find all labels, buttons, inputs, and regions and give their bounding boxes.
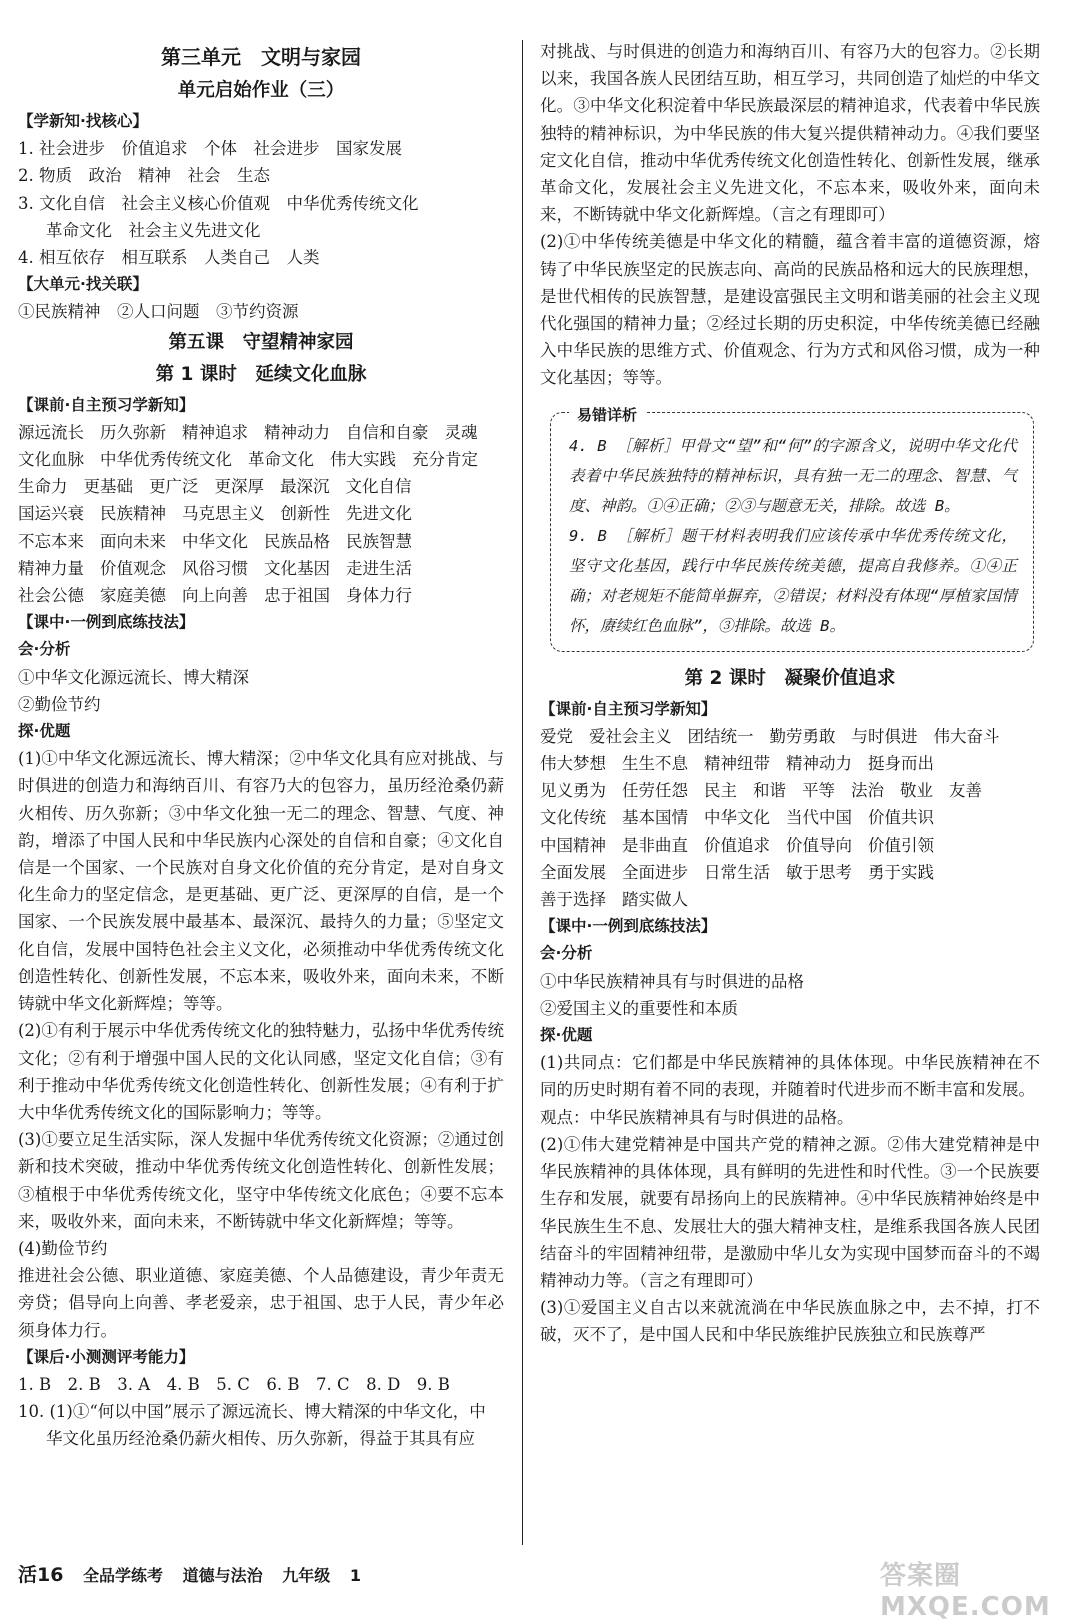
keyword-row (540, 777, 1040, 804)
keyword-item: 家庭美德 (100, 586, 166, 606)
keyword-item: 友善 (949, 781, 982, 801)
answer-paragraph: 推进社会公德、职业道德、家庭美德、个人品德建设，青少年责无旁贷；倡导向上向善、孝老爱亲，忠于祖国、忠于人民，青少年必须身体力行。 (18, 1266, 504, 1340)
keyword-row (540, 750, 1040, 777)
tan-label: 探·优题 (540, 1026, 593, 1045)
keyword-item: 忠于祖国 (264, 586, 330, 606)
keyword-item: 当代中国 (786, 808, 852, 828)
keyword-item: 灵魂 (444, 422, 478, 442)
error-analysis-box (550, 405, 1034, 652)
keyword-item: 中华文化 (704, 808, 770, 828)
keyword-item: 更基础 (83, 477, 133, 497)
keyword-item: 中华优秀传统文化 (100, 450, 232, 470)
keyword-item: 中华文化 (182, 531, 248, 551)
keyword-item: 中国精神 (540, 835, 606, 855)
hui-label: 会·分析 (540, 944, 593, 963)
keyword-item: 文化自信 (345, 477, 412, 497)
keyword-item: 创新性 (280, 504, 330, 524)
keyword-item: 精神动力 (264, 422, 330, 442)
q10-line: 10. (1)①“何以中国”展示了源远流长、博大精深的中华文化，中 (18, 1402, 486, 1422)
keyword-item: 任劳任怨 (622, 781, 688, 801)
keyword-item: 爱党 (540, 726, 573, 746)
keyword-item: 马克思主义 (182, 504, 265, 524)
keyword-item: 法治 (851, 781, 884, 801)
keyword-item: 向上向善 (182, 586, 248, 606)
answer-paragraph: (1)①中华文化源远流长、博大精深；②中华文化具有应对挑战、与时俱进的创造力和海纳百川、有容乃大的包容力，虽历经沧桑仍薪火相传、历久弥新；③中华文化独一无二的理念、智慧、气度、神韵，增添了中国人民和中华民族内心深处的自信和自豪；④文化自信是一个国家、一个民族对自身文化价值的充分肯定，是对自身文化生命力的坚定信念，是更基础、更广泛、更深厚的自信，是一个国家、一个民族发展中最基本、最深沉、最持久的力量；⑤坚定文化自信，发展中国特色社会主义文化，必须推动中华优秀传统文化创造性转化、创新性发展，不忘本来，吸收外来，面向未来，不断铸就中华文化新辉煌；等等。 (18, 749, 504, 1014)
book-name: 全品学练考 (83, 1566, 164, 1585)
keyword-item: 身体力行 (346, 586, 412, 606)
keyword-item: 和谐 (753, 781, 786, 801)
hui-line: ①中华民族精神具有与时俱进的品格 (540, 971, 804, 991)
answer-paragraph: (3)①爱国主义自古以来就流淌在中华民族血脉之中，去不掉，打不破，灭不了，是中国人民和中华民族维护民族独立和民族尊严 (540, 1298, 1040, 1345)
section-header-xuexinzhi: 【学新知·找核心】 (18, 112, 148, 130)
keyword-item: 价值导向 (786, 835, 852, 855)
keyword-item: 是非曲直 (622, 835, 688, 855)
column-divider (522, 40, 523, 1545)
keyword-item: 社会公德 (18, 586, 84, 606)
keyword-item: 民主 (704, 781, 737, 801)
answer-paragraph: 对挑战、与时俱进的创造力和海纳百川、有容乃大的包容力。②长期以来，我国各族人民团结互助，相互学习，共同创造了灿烂的中华文化。③中华文化积淀着中华民族最深层的精神追求，代表着中华民族独特的精神标识，为中华民族的伟大复兴提供精神动力。④我们要坚定文化自信，推动中华优秀传统文化创造性转化、创新性发展，继承革命文化，发展社会主义先进文化，不忘本来，吸收外来，面向未来，不断铸就中华文化新辉煌。（言之有理即可） (540, 42, 1040, 225)
keyword-item: 文化基因 (264, 558, 330, 578)
keyword-item: 历久弥新 (100, 422, 166, 442)
keyword-item: 生生不息 (622, 754, 688, 774)
keyword-item: 价值引领 (868, 835, 934, 855)
keyword-item: 与时俱进 (851, 726, 918, 746)
answer-paragraph: (2)①中华传统美德是中华文化的精髓，蕴含着丰富的道德资源，熔铸了中华民族坚定的民族志向、高尚的民族品格和远大的民族理想，是世代相传的民族智慧，是建设富强民主文明和谐美丽的社会主义现代化强国的精神力量；②经过长期的历史积淀，中华传统美德已经融入中华民族的思维方式、价值观念、行为方式和风俗习惯，成为一种文化基因；等等。 (540, 232, 1040, 388)
keyword-item: 勇于实践 (868, 862, 934, 882)
keyword-item: 团结统一 (687, 726, 754, 746)
keyword-item: 挺身而出 (868, 754, 934, 774)
unit-subtitle: 单元启始作业（三） (177, 80, 345, 101)
keyword-row (18, 446, 504, 473)
keyword-item: 基本国情 (622, 808, 688, 828)
keyword-row (540, 804, 1040, 831)
xuexinzhi-line: 3. 文化自信 社会主义核心价值观 中华优秀传统文化 (18, 193, 419, 213)
keyword-item: 源远流长 (18, 422, 84, 442)
keyword-item: 风俗习惯 (182, 558, 248, 578)
section-header-khou: 【课后·小测测评考能力】 (18, 1347, 195, 1366)
keyword-item: 国运兴衰 (18, 504, 84, 524)
keyword-item: 文化传统 (540, 808, 606, 828)
keyword-row (18, 473, 504, 500)
keyword-item: 见义勇为 (540, 781, 606, 801)
keyword-item: 充分肯定 (412, 450, 478, 470)
keyword-item: 敏于思考 (786, 862, 852, 882)
xuexinzhi-line: 1. 社会进步 价值追求 个体 社会进步 国家发展 (18, 139, 402, 159)
right-column (540, 38, 1040, 1349)
keyword-item: 全面进步 (622, 862, 688, 882)
keyword-item: 民族品格 (264, 531, 330, 551)
page-footer (18, 1560, 375, 1587)
keyword-item: 更深厚 (214, 477, 264, 497)
keyword-item: 不忘本来 (18, 531, 84, 551)
keyword-item: 走进生活 (346, 558, 412, 578)
section-header-kqian: 【课前·自主预习学新知】 (540, 699, 717, 718)
keyword-item: 日常生活 (704, 862, 770, 882)
section-header-kqian: 【课前·自主预习学新知】 (18, 395, 195, 414)
keyword-item: 生命力 (18, 477, 68, 497)
hui-line: ②勤俭节约 (18, 694, 101, 714)
xuexinzhi-line: 4. 相互依存 相互联系 人类自己 人类 (18, 248, 320, 268)
keyword-item: 面向未来 (100, 531, 166, 551)
grade-label: 九年级 (282, 1566, 331, 1585)
keyword-item: 精神纽带 (704, 754, 770, 774)
keyword-row (540, 886, 1040, 913)
keyword-item: 民族精神 (100, 504, 166, 524)
keyword-item: 价值观念 (100, 558, 166, 578)
period-1-title: 第 1 课时 延续文化血脉 (155, 363, 367, 385)
keyword-row (18, 528, 504, 555)
keyword-item: 先进文化 (346, 504, 412, 524)
keyword-item: 价值追求 (704, 835, 770, 855)
error-analysis-title: 易错详析 (569, 400, 645, 430)
left-column (18, 38, 504, 1453)
answer-paragraph: (2)①有利于展示中华优秀传统文化的独特魅力，弘扬中华优秀传统文化；②有利于增强中国人民的文化认同感，坚定文化自信；③有利于推动中华优秀传统文化创造性转化、创新性发展；④有利于扩大中华优秀传统文化的国际影响力；等等。 (18, 1021, 504, 1122)
keyword-row (540, 832, 1040, 859)
keyword-item: 精神动力 (786, 754, 852, 774)
keyword-row (18, 582, 504, 609)
page-number: 活16 (18, 1564, 64, 1586)
keyword-item: 民族智慧 (346, 531, 412, 551)
xuexinzhi-line: 2. 物质 政治 精神 社会 生态 (18, 166, 270, 186)
section-header-kzhong: 【课中·一例到底练技法】 (540, 917, 717, 936)
answer-paragraph: (2)①伟大建党精神是中国共产党的精神之源。②伟大建党精神是中华民族精神的具体体现，具有鲜明的先进性和时代性。③一个民族要生存和发展，就要有昂扬向上的民族精神。④中华民族精神始终是中华民族生生不息、发展壮大的强大精神支柱，是维系我国各族人民团结奋斗的牢固精神纽带，是激励中华儿女为实现中国梦而奋斗的不竭精神动力等。（言之有理即可） (540, 1134, 1040, 1290)
keyword-item: 爱社会主义 (589, 726, 672, 746)
hui-line: ②爱国主义的重要性和本质 (540, 998, 738, 1018)
keyword-item: 勤劳勇敢 (769, 726, 836, 746)
keyword-row (18, 555, 504, 582)
unit-title: 第三单元 文明与家园 (161, 45, 361, 69)
hui-line: ①中华文化源远流长、博大精深 (18, 667, 249, 687)
keyword-item: 善于选择 (540, 890, 606, 910)
keyword-item: 伟大梦想 (540, 754, 606, 774)
error-analysis-item: 9. B ［解析］题干材料表明我们应该传承中华优秀传统文化，坚守文化基因，践行中华民族传统美德，提高自我修养。①④正确；对老规矩不能简单摒弃，②错误；材料没有体现“厚植家国情怀，赓续红色血脉”，③排除。故选 B。 (569, 526, 1017, 635)
section-header-kzhong: 【课中·一例到底练技法】 (18, 613, 195, 632)
hui-label: 会·分析 (18, 640, 71, 659)
keyword-item: 全面发展 (540, 862, 606, 882)
keyword-item: 敬业 (900, 781, 933, 801)
keyword-row (18, 419, 504, 446)
xuexinzhi-line: 革命文化 社会主义先进文化 (46, 220, 261, 240)
keyword-item: 伟大实践 (330, 450, 396, 470)
keyword-item: 自信和自豪 (346, 422, 429, 442)
subject-name: 道德与法治 (182, 1566, 263, 1585)
tan-label: 探·优题 (18, 722, 71, 741)
answer-paragraph: (3)①要立足生活实际，深人发掘中华优秀传统文化资源；②通过创新和技术突破，推动中华优秀传统文化创造性转化、创新性发展；③植根于中华优秀传统文化，坚守中华传统文化底色；④要不忘本来，吸收外来，面向未来，不断铸就中华文化新辉煌；等等。 (18, 1130, 504, 1231)
keyword-row (540, 859, 1040, 886)
keyword-item: 革命文化 (248, 450, 314, 470)
keyword-item: 更广泛 (149, 477, 199, 497)
keyword-item: 精神力量 (18, 558, 84, 578)
period-2-title: 第 2 课时 凝聚价值追求 (684, 667, 896, 689)
keyword-item: 平等 (802, 781, 835, 801)
answer-paragraph: (1)共同点：它们都是中华民族精神的具体体现。中华民族精神在不同的历史时期有着不同的表现，并随着时代进步而不断丰富和发展。 (540, 1053, 1040, 1100)
error-analysis-item: 4. B ［解析］甲骨文“望”和“何”的字源含义，说明中华文化代表着中华民族独特的精神标识，具有独一无二的理念、智慧、气度、神韵。①④正确；②③与题意无关，排除。故选 B。 (569, 436, 1017, 515)
section-header-dadanyuan: 【大单元·找关联】 (18, 275, 148, 294)
keyword-item: 价值共识 (868, 808, 934, 828)
keyword-row (540, 723, 1040, 750)
keyword-item: 最深沉 (280, 477, 330, 497)
answers-line: 1. B 2. B 3. A 4. B 5. C 6. B 7. C 8. D 9. B (18, 1374, 450, 1394)
volume-label: 1 (349, 1566, 361, 1585)
keyword-grid-right (540, 723, 1040, 913)
lesson-title: 第五课 守望精神家园 (168, 331, 354, 353)
keyword-grid-left (18, 419, 504, 609)
answer-paragraph: 观点：中华民族精神具有与时俱进的品格。 (540, 1107, 854, 1127)
q10-line: 华文化虽历经沧桑仍薪火相传、历久弥新，得益于其具有应 (46, 1429, 475, 1449)
answer-paragraph: (4)勤俭节约 (18, 1238, 108, 1258)
dadanyuan-line: ①民族精神 ②人口问题 ③节约资源 (18, 302, 299, 322)
keyword-item: 文化血脉 (18, 450, 84, 470)
keyword-row (18, 500, 504, 527)
watermark: 答案圈 MXQE.COM (880, 1561, 1051, 1622)
keyword-item: 精神追求 (182, 422, 248, 442)
keyword-item: 踏实做人 (622, 890, 688, 910)
keyword-item: 伟大奋斗 (933, 726, 1000, 746)
